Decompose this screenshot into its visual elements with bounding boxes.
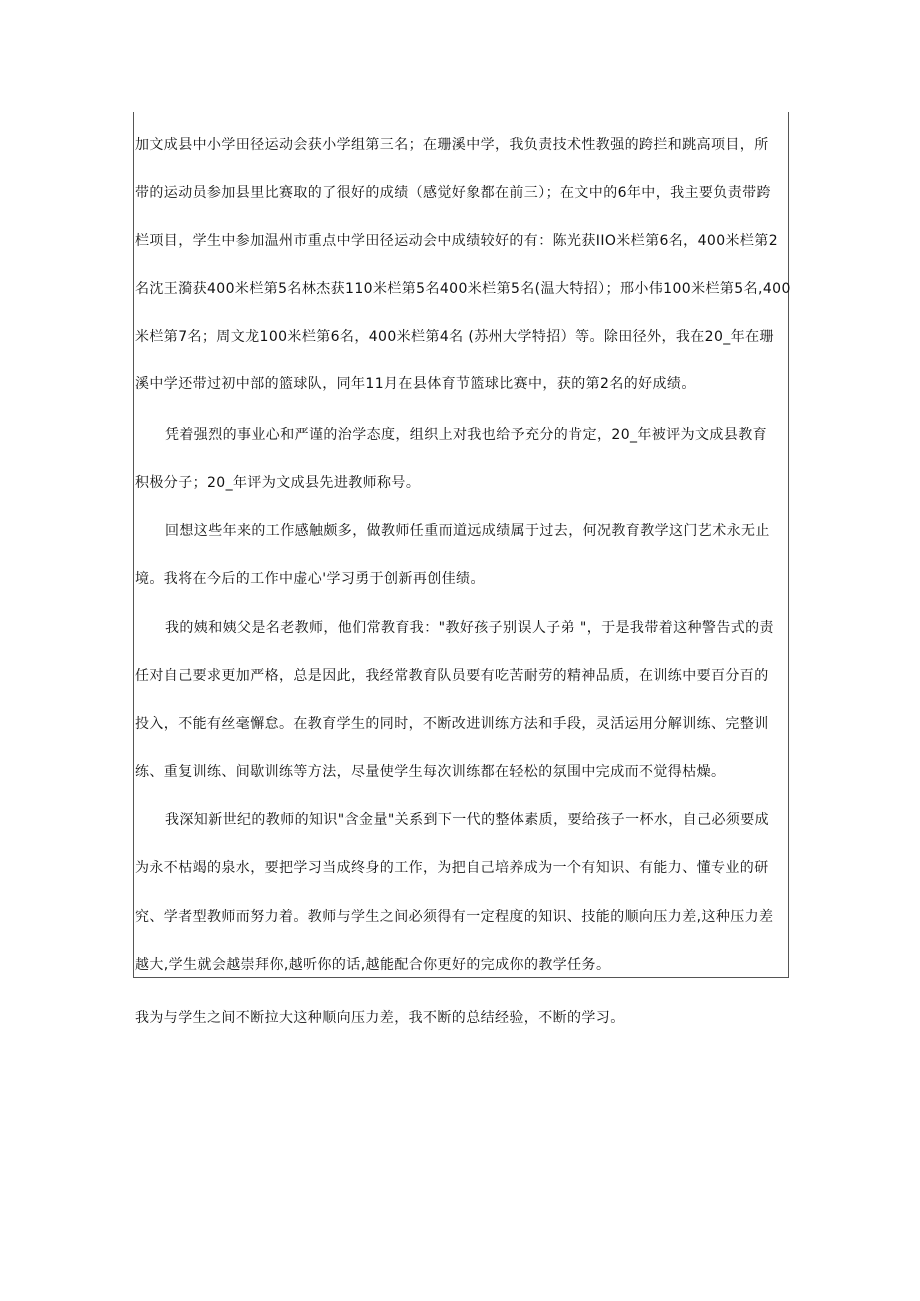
closing-line: 我为与学生之间不断拉大这种顺向压力差，我不断的总结经验，不断的学习。	[135, 1010, 625, 1026]
text-line-3: 栏项目，学生中参加温州市重点中学田径运动会中成绩较好的有：陈光获IIO米栏第6名，400米栏第2	[135, 233, 779, 249]
text-line-7: 凭着强烈的事业心和严谨的治学态度，组织上对我也给予充分的肯定，20_年被评为文成县教育	[165, 427, 768, 443]
text-line-16: 为永不枯竭的泉水，要把学习当成终身的工作，为把自己培养成为一个有知识、有能力、懂专业的研	[135, 860, 769, 876]
text-line-8: 积极分子；20_年评为文成县先进教师称号。	[135, 475, 421, 491]
text-line-4: 名沈王漪获400米栏第5名林杰获110米栏第5名400米栏第5名(温大特招）；邢小伟100米栏第5名,400	[135, 281, 791, 297]
text-line-1: 加文成县中小学田径运动会获小学组第三名；在珊溪中学，我负责技术性教强的跨拦和跳高项目，所	[135, 137, 769, 153]
text-line-2: 带的运动员参加县里比赛取的了很好的成绩（感觉好象都在前三）；在文中的6年中，我主要负责带跨	[135, 185, 771, 201]
text-line-13: 投入，不能有丝毫懈怠。在教育学生的同时，不断改进训练方法和手段，灵活运用分解训练、完整训	[135, 716, 769, 732]
text-line-5: 米栏第7名；周文龙100米栏第6名，400米栏第4名 (苏州大学特招）等。除田径外，我在20_年在珊	[135, 329, 774, 345]
text-line-10: 境。我将在今后的工作中虚心'学习勇于创新再创佳绩。	[135, 571, 485, 587]
text-line-14: 练、重复训练、间歇训练等方法，尽量使学生每次训练都在轻松的氛围中完成而不觉得枯燥。	[135, 764, 726, 780]
text-line-15: 我深知新世纪的教师的知识"含金量"关系到下一代的整体素质，要给孩子一杯水，自己必须要成	[165, 812, 770, 828]
text-line-12: 任对自己要求更加严格，总是因此，我经常教育队员要有吃苦耐劳的精神品质，在训练中要百分百的	[135, 668, 769, 684]
text-line-18: 越大,学生就会越崇拜你,越听你的话,越能配合你更好的完成你的教学任务。	[135, 957, 611, 973]
text-line-11: 我的姨和姨父是名老教师，他们常教育我："教好孩子别误人子弟 "，于是我带着这种警告式的责	[165, 620, 774, 636]
text-line-17: 究、学者型教师而努力着。教师与学生之间必须得有一定程度的知识、技能的顺向压力差,这种压力差	[135, 909, 774, 925]
text-line-9: 回想这些年来的工作感触颇多，做教师任重而道远成绩属于过去，何况教育教学这门艺术永无止	[165, 523, 770, 539]
text-line-6: 溪中学还带过初中部的篮球队，同年11月在县体育节篮球比赛中，获的第2名的好成绩。	[135, 376, 696, 392]
